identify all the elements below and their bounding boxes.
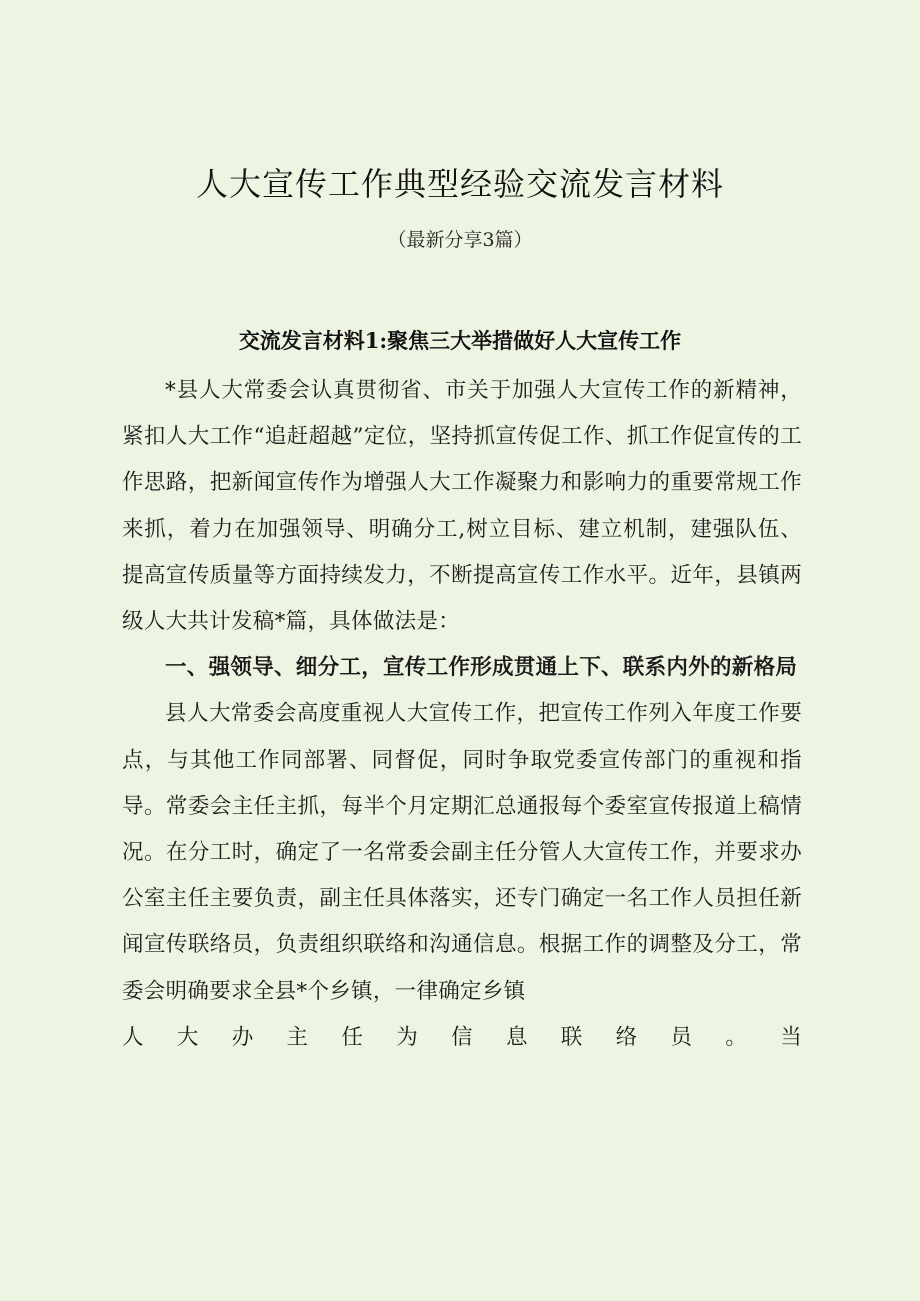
- paragraph-body-1: 县人大常委会高度重视人大宣传工作，把宣传工作列入年度工作要点，与其他工作同部署、同督促，同时争取党委宣传部门的重视和指导。常委会主任主抓，每半个月定期汇总通报每个委室宣传报道上稿情况。在分工时，确定了一名常委会副主任分管人大宣传工作，并要求办公室主任主要负责，副主任具体落实，还专门确定一名工作人员担任新闻宣传联络员，负责组织联络和沟通信息。根据工作的调整及分工，常委会明确要求全县*个乡镇，一律确定乡镇: [122, 701, 802, 1004]
- document-title: 人大宣传工作典型经验交流发言材料: [195, 165, 724, 203]
- paragraph-subheading-1: 一、强领导、细分工，宣传工作形成贯通上下、联系内外的新格局: [165, 655, 798, 681]
- document-body: [122, 368, 802, 1061]
- document-subtitle: （最新分享3篇）: [387, 229, 533, 251]
- paragraph-continuation: 人大办主任为信息联络员。当: [122, 1024, 802, 1050]
- paragraph-intro: *县人大常委会认真贯彻省、市关于加强人大宣传工作的新精神，紧扣人大工作“追赶超越”定位，坚持抓宣传促工作、抓工作促宣传的工作思路，把新闻宣传作为增强人大工作凝聚力和影响力的重要常规工作来抓，着力在加强领导、明确分工,树立目标、建立机制，建强队伍、提高宣传质量等方面持续发力，不断提高宣传工作水平。近年，县镇两级人大共计发稿*篇，具体做法是：: [122, 378, 802, 635]
- section-heading: 交流发言材料1:聚焦三大举措做好人大宣传工作: [238, 328, 682, 353]
